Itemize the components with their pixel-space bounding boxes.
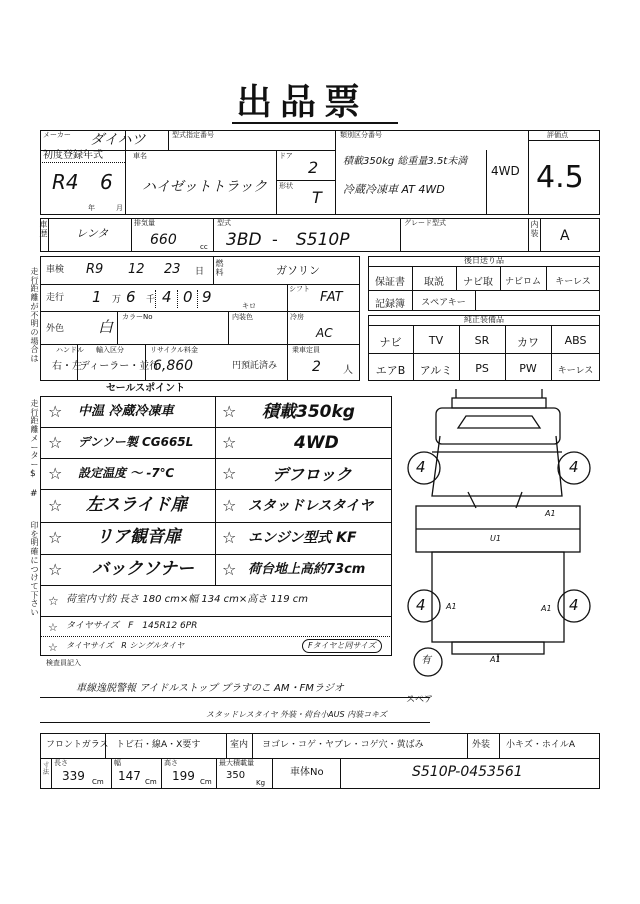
windshield-label: フロントガラス xyxy=(46,740,109,750)
after-docs-navi-manual: ナビ取 xyxy=(463,277,493,288)
grade-model-label: グレード型式 xyxy=(404,219,446,227)
remarks-line-1: 車線逸脱警報 アイドルストップ プラすのこ AM・FMラジオ xyxy=(76,683,344,694)
title-underline xyxy=(232,122,398,124)
spec-line-2: 冷蔵冷凍車 AT 4WD xyxy=(343,183,445,196)
fuel-value: ガソリン xyxy=(276,264,320,277)
equip-airbag: エアB xyxy=(375,364,406,377)
equipment-title: 純正装備品 xyxy=(464,315,504,324)
mileage-digit-5: 9 xyxy=(202,288,212,306)
mileage-digit-3: 4 xyxy=(162,288,172,306)
model-prefix: 3BD xyxy=(226,230,262,250)
equip-navi: ナビ xyxy=(379,336,402,349)
exterior-condition-label: 外装 xyxy=(472,740,491,750)
sales-point-left-2: デンソー製 CG665L xyxy=(78,435,194,449)
sales-point-right-5: エンジン型式 KF xyxy=(248,530,357,546)
after-docs-keyless: キーレス xyxy=(555,277,591,287)
size-label: 寸法 xyxy=(42,762,49,776)
month-unit: 月 xyxy=(116,204,123,212)
height-unit: Cm xyxy=(200,778,212,786)
interior-color-label: 内装色 xyxy=(232,313,253,321)
usage-label: 車歴 xyxy=(39,220,48,238)
sales-point-left-5: リア観音扉 xyxy=(96,527,181,547)
inspector-label: 検査員記入 xyxy=(46,659,81,667)
equip-sr: SR xyxy=(474,334,490,347)
displacement-value: 660 xyxy=(150,232,177,248)
exterior-condition-value: 小キズ・ホイルA xyxy=(506,740,575,750)
side-note-mileage: 走行距離が不明の場合は xyxy=(30,267,39,364)
sales-point-right-4: スタッドレスタイヤ xyxy=(248,498,374,514)
model-label: 型式 xyxy=(217,219,231,227)
model-value: S510P xyxy=(296,230,350,250)
km-unit: キロ xyxy=(242,302,256,310)
recycle-note: 円預託済み xyxy=(232,361,278,371)
spare-label: スペア xyxy=(406,695,434,705)
side-note-stamp: 印を明確につけて下さい xyxy=(30,521,39,618)
sales-point-left-6: バックソナー xyxy=(92,559,194,579)
model-dash: - xyxy=(272,230,278,249)
inspection-day: 日 xyxy=(195,267,205,277)
damage-mark-front-left: 4 xyxy=(416,458,426,476)
damage-mark-u1-roof: U1 xyxy=(490,534,501,543)
star-icon: ☆ xyxy=(48,464,63,483)
ac-label: 冷房 xyxy=(290,313,304,321)
import-label: 輸入区分 xyxy=(96,346,124,354)
height-value: 199 xyxy=(172,769,195,783)
fuel-label: 燃料 xyxy=(215,259,224,277)
damage-mark-a1-right-door: A1 xyxy=(545,509,556,518)
displacement-label: 排気量 xyxy=(134,219,155,227)
sales-point-right-6: 荷台地上高約73cm xyxy=(248,562,366,577)
usage-value: レンタ xyxy=(76,227,109,240)
remarks-line-2: スタッドレスタイヤ 外装・荷台小AUS 内装コキズ xyxy=(206,710,387,719)
color-code-label: カラーNo xyxy=(122,313,153,321)
tire-note: Fタイヤと同サイズ xyxy=(302,639,382,653)
equip-tv: TV xyxy=(428,334,444,347)
grade-label: 評価点 xyxy=(547,131,568,139)
after-docs-warranty: 保証書 xyxy=(375,277,405,288)
door-label: ドア xyxy=(279,152,293,160)
vin-value: S510P-0453561 xyxy=(412,764,523,780)
car-name-label: 車名 xyxy=(133,152,147,160)
maker-label: メーカー xyxy=(43,131,71,139)
spec-line-1: 積載350kg 総重量3.5t未満 xyxy=(343,156,468,167)
star-icon: ☆ xyxy=(48,560,63,579)
sales-points-title: セールスポイント xyxy=(106,383,186,394)
mileage-unit-2: 千 xyxy=(146,295,156,305)
damage-mark-rear-left: 4 xyxy=(416,596,426,614)
equip-leather: カワ xyxy=(517,336,539,349)
capacity-unit: 人 xyxy=(343,365,353,376)
capacity-value: 2 xyxy=(312,359,321,375)
drive-value: 4WD xyxy=(491,164,520,178)
inspection-label: 車検 xyxy=(46,265,65,275)
first-reg-era: R4 xyxy=(52,170,79,194)
width-unit: Cm xyxy=(145,778,157,786)
interior-grade-label: 内装 xyxy=(530,220,539,238)
first-reg-month: 6 xyxy=(100,170,113,194)
damage-mark-a1-right-body: A1 xyxy=(541,604,552,613)
after-docs-title: 後日送り品 xyxy=(464,256,504,265)
sales-point-right-2: 4WD xyxy=(294,433,339,453)
max-load-label: 最大積載量 xyxy=(219,759,254,767)
sales-point-left-1: 中温 冷蔵冷凍車 xyxy=(78,404,174,419)
inspection-month: 23 xyxy=(164,262,181,277)
first-reg-label: 初度登録年式 xyxy=(43,150,103,161)
shape-value: T xyxy=(312,188,322,207)
star-icon: ☆ xyxy=(222,496,237,515)
length-label: 長さ xyxy=(54,759,68,767)
star-icon: ☆ xyxy=(48,402,63,421)
shift-value: FAT xyxy=(320,290,343,305)
side-mark-hash: # xyxy=(30,489,38,499)
mileage-digit-2: 6 xyxy=(126,288,136,306)
ac-value: AC xyxy=(316,326,333,340)
door-value: 2 xyxy=(308,158,319,177)
spare-mark: 有 xyxy=(421,655,431,666)
color-value: 白 xyxy=(98,318,114,336)
mileage-unit-1: 万 xyxy=(112,295,122,305)
grade-value: 4.5 xyxy=(536,160,584,195)
damage-mark-front-right: 4 xyxy=(569,458,579,476)
capacity-label: 乗車定員 xyxy=(292,346,320,354)
shape-label: 形状 xyxy=(279,182,293,190)
cargo-dimensions: 荷室内寸約 長さ 180 cm×幅 134 cm×高さ 119 cm xyxy=(66,594,308,605)
tire-size-rear: タイヤサイズ R シングルタイヤ xyxy=(66,641,185,650)
mileage-digit-1: 1 xyxy=(92,288,102,306)
side-note-meter: 走行距離メーター xyxy=(30,399,39,469)
equip-abs: ABS xyxy=(564,334,587,347)
star-icon: ☆ xyxy=(48,496,63,515)
model-cert-label: 型式指定番号 xyxy=(172,131,214,139)
sales-point-left-3: 設定温度 〜 -7℃ xyxy=(78,466,175,480)
star-icon: ☆ xyxy=(222,402,237,421)
color-label: 外色 xyxy=(46,324,65,334)
sales-point-left-4: 左スライド扉 xyxy=(86,495,188,515)
mileage-digit-4: 0 xyxy=(183,288,193,306)
damage-mark-rear-right: 4 xyxy=(569,596,579,614)
interior-condition-label: 室内 xyxy=(230,740,249,750)
star-icon: ☆ xyxy=(48,594,59,608)
star-icon: ☆ xyxy=(222,528,237,547)
length-value: 339 xyxy=(62,769,85,783)
inspection-era: R9 xyxy=(86,262,104,277)
after-docs-spare-key: スペアキー xyxy=(421,298,466,308)
star-icon: ☆ xyxy=(222,464,237,483)
interior-grade-value: A xyxy=(560,228,570,244)
car-name-value: ハイゼットトラック xyxy=(142,179,268,195)
equip-ps: PS xyxy=(475,362,489,375)
recycle-value: 6,860 xyxy=(153,358,194,374)
handle-label: ハンドル xyxy=(56,346,84,354)
height-label: 高さ xyxy=(164,759,178,767)
page-title: 出品票 xyxy=(236,81,369,123)
equip-keyless: キーレス xyxy=(557,366,594,376)
import-value: ディーラー・並行 xyxy=(80,361,160,372)
equip-alloy: アルミ xyxy=(419,364,453,377)
vin-label: 車体No xyxy=(290,767,324,778)
width-value: 147 xyxy=(118,769,141,783)
inspection-year: 12 xyxy=(128,262,145,277)
star-icon: ☆ xyxy=(48,528,63,547)
width-label: 幅 xyxy=(114,759,121,767)
category-label: 類別区分番号 xyxy=(340,131,382,139)
windshield-value: トビ石・線A・X要す xyxy=(116,740,201,750)
after-docs-navi-rom: ナビロム xyxy=(504,277,541,287)
length-unit: Cm xyxy=(92,778,104,786)
equip-pw: PW xyxy=(519,362,537,375)
star-icon: ☆ xyxy=(48,621,58,634)
after-docs-record: 記録簿 xyxy=(375,299,405,310)
year-unit: 年 xyxy=(88,204,95,212)
star-icon: ☆ xyxy=(48,641,58,654)
interior-condition-value: ヨゴレ・コゲ・ヤブレ・コゲ穴・黄ばみ xyxy=(262,740,424,750)
sales-point-right-1: 積載350kg xyxy=(262,402,355,422)
damage-mark-a1-rear: A1 xyxy=(490,655,501,664)
recycle-label: リサイクル料金 xyxy=(150,346,199,354)
star-icon: ☆ xyxy=(222,560,237,579)
mileage-label: 走行 xyxy=(46,293,65,303)
star-icon: ☆ xyxy=(48,433,63,452)
tire-size-front: タイヤサイズ F 145R12 6PR xyxy=(66,621,198,631)
star-icon: ☆ xyxy=(222,433,237,452)
max-load-unit: Kg xyxy=(256,779,266,787)
max-load-value: 350 xyxy=(226,770,246,781)
sales-point-right-3: デフロック xyxy=(272,465,352,484)
maker-value: ダイハツ xyxy=(90,132,146,148)
cc-unit: cc xyxy=(200,243,208,251)
damage-mark-a1-left-body: A1 xyxy=(446,602,457,611)
shift-label: シフト xyxy=(289,285,310,293)
side-mark-dollar: $ xyxy=(30,469,36,479)
after-docs-manual: 取説 xyxy=(424,277,444,288)
handle-value: 右・左 xyxy=(52,361,82,372)
